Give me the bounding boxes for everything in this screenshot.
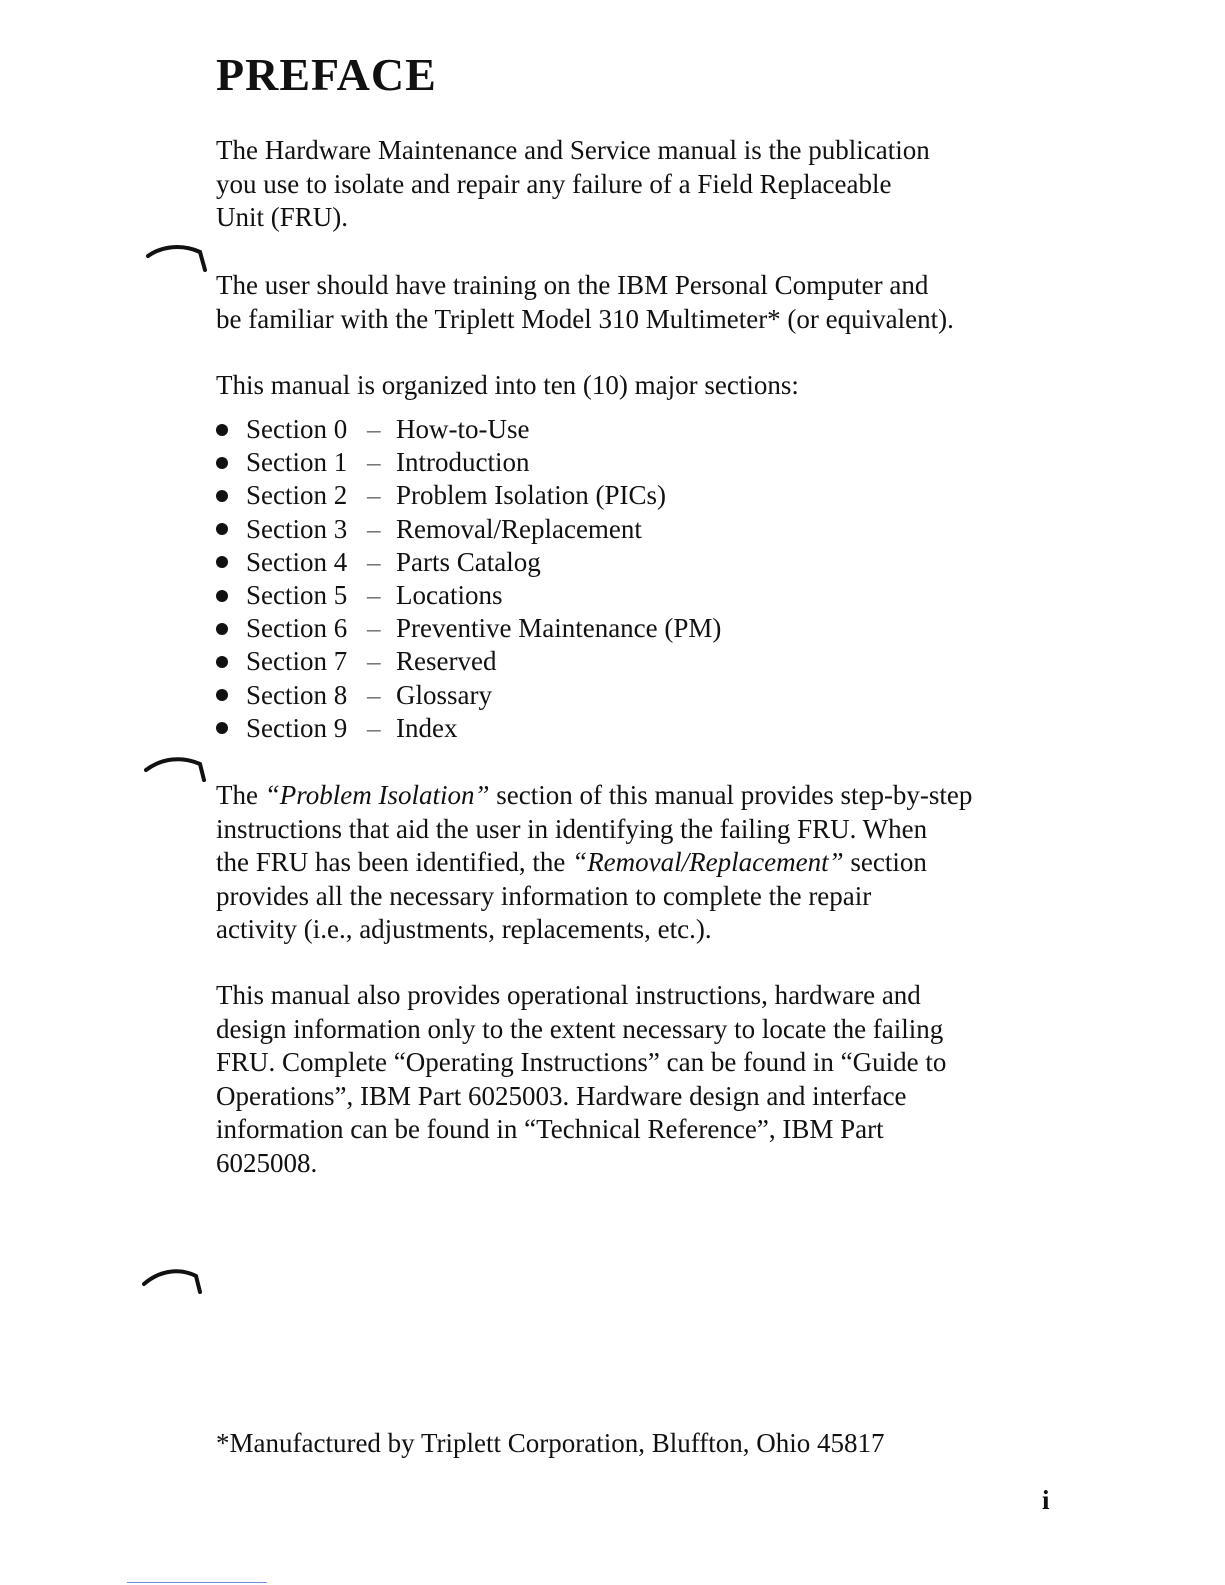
binder-hole-mark-icon [142,1262,208,1302]
footnote: *Manufactured by Triplett Corporation, Bluffton, Ohio 45817 [216,1428,885,1458]
bullet-icon [216,623,228,635]
section-dash: – [367,712,381,743]
removal-replacement-reference: “Removal/Replacement” [572,847,844,877]
bullet-icon [216,490,228,502]
paragraph-line: 6025008. [216,1147,318,1178]
intro-line: you use to isolate and repair any failure of a Field Replaceable [216,168,892,199]
bullet-icon [216,523,228,535]
section-name: Removal/Replacement [396,513,642,544]
section-list-item [216,579,721,612]
section-name: How-to-Use [396,414,530,444]
section-list-item [216,546,721,579]
paragraph-line: design information only to the extent necessary to locate the failing [216,1013,944,1044]
scan-artifact-line [127,1582,267,1583]
problem-isolation-reference: “Problem Isolation” [264,780,490,810]
organization-line: This manual is organized into ten (10) major sections: [216,370,799,400]
section-number: Section 9 [246,712,348,743]
section-number: Section 2 [246,480,348,511]
intro-paragraph [216,134,1096,235]
section-dash: – [367,580,381,611]
section-name: Introduction [396,447,530,478]
section-number: Section 4 [246,546,348,577]
problem-isolation-paragraph [216,779,1096,947]
paragraph-line: instructions that aid the user in identifying the failing FRU. When [216,813,928,844]
section-dash: – [367,679,381,710]
section-list-item [216,479,721,512]
paragraph-line: information can be found in “Technical Reference”, IBM Part [216,1114,884,1144]
paragraph-line: Operations”, IBM Part 6025003. Hardware design and interface [216,1080,907,1111]
section-number: Section 7 [246,646,348,677]
section-list-item [216,612,721,645]
section-number: Section 8 [246,679,348,710]
section-list [216,413,721,745]
section-dash: – [367,414,381,444]
bullet-icon [216,689,228,701]
section-number: Section 6 [246,613,348,644]
organization-paragraph [216,369,1096,403]
section-list-item [216,413,721,446]
section-dash: – [367,480,381,511]
intro-line: The Hardware Maintenance and Service manual is the publication [216,135,930,165]
section-dash: – [367,646,381,677]
section-name: Preventive Maintenance (PM) [396,613,722,644]
section-name: Parts Catalog [396,546,541,577]
user-training-line: The user should have training on the IBM Personal Computer and [216,270,929,300]
paragraph-line: This manual also provides operational instructions, hardware and [216,980,921,1010]
section-name: Problem Isolation (PICs) [396,480,666,511]
section-dash: – [367,513,381,544]
bullet-icon [216,556,228,568]
section-dash: – [367,546,381,577]
user-training-paragraph [216,269,1096,336]
page-number: i [1042,1485,1050,1515]
paragraph-line [216,779,1096,813]
section-dash: – [367,447,381,478]
section-dash: – [367,613,381,644]
page-title: PREFACE [216,49,437,100]
text-run: the FRU has been identified, the [216,847,573,877]
section-list-item [216,513,721,546]
operational-info-paragraph [216,979,1096,1180]
paragraph-line: FRU. Complete “Operating Instructions” can be found in “Guide to [216,1047,947,1077]
paragraph-line [216,846,1096,880]
section-list-item [216,679,721,712]
section-name: Index [396,712,458,743]
section-number: Section 0 [246,414,348,444]
section-number: Section 5 [246,580,348,611]
user-training-line: be familiar with the Triplett Model 310 Multimeter* (or equivalent). [216,303,954,334]
section-name: Reserved [396,646,497,677]
bullet-icon [216,722,228,734]
text-run: section of this manual provides step-by-step [489,780,973,810]
bullet-icon [216,457,228,469]
section-list-item [216,645,721,678]
text-run: section [843,847,927,877]
intro-line: Unit (FRU). [216,202,349,232]
section-name: Locations [396,580,503,611]
bullet-icon [216,590,228,602]
paragraph-line: activity (i.e., adjustments, replacements, etc.). [216,914,712,944]
bullet-icon [216,656,228,668]
section-number: Section 3 [246,513,348,544]
text-run: The [216,780,265,810]
paragraph-line: provides all the necessary information to complete the repair [216,880,872,911]
section-list-item [216,712,721,745]
binder-hole-mark-icon [142,752,208,792]
section-name: Glossary [396,679,492,710]
section-list-item [216,446,721,479]
binder-hole-mark-icon [142,240,208,280]
bullet-icon [216,424,228,436]
section-number: Section 1 [246,447,348,478]
